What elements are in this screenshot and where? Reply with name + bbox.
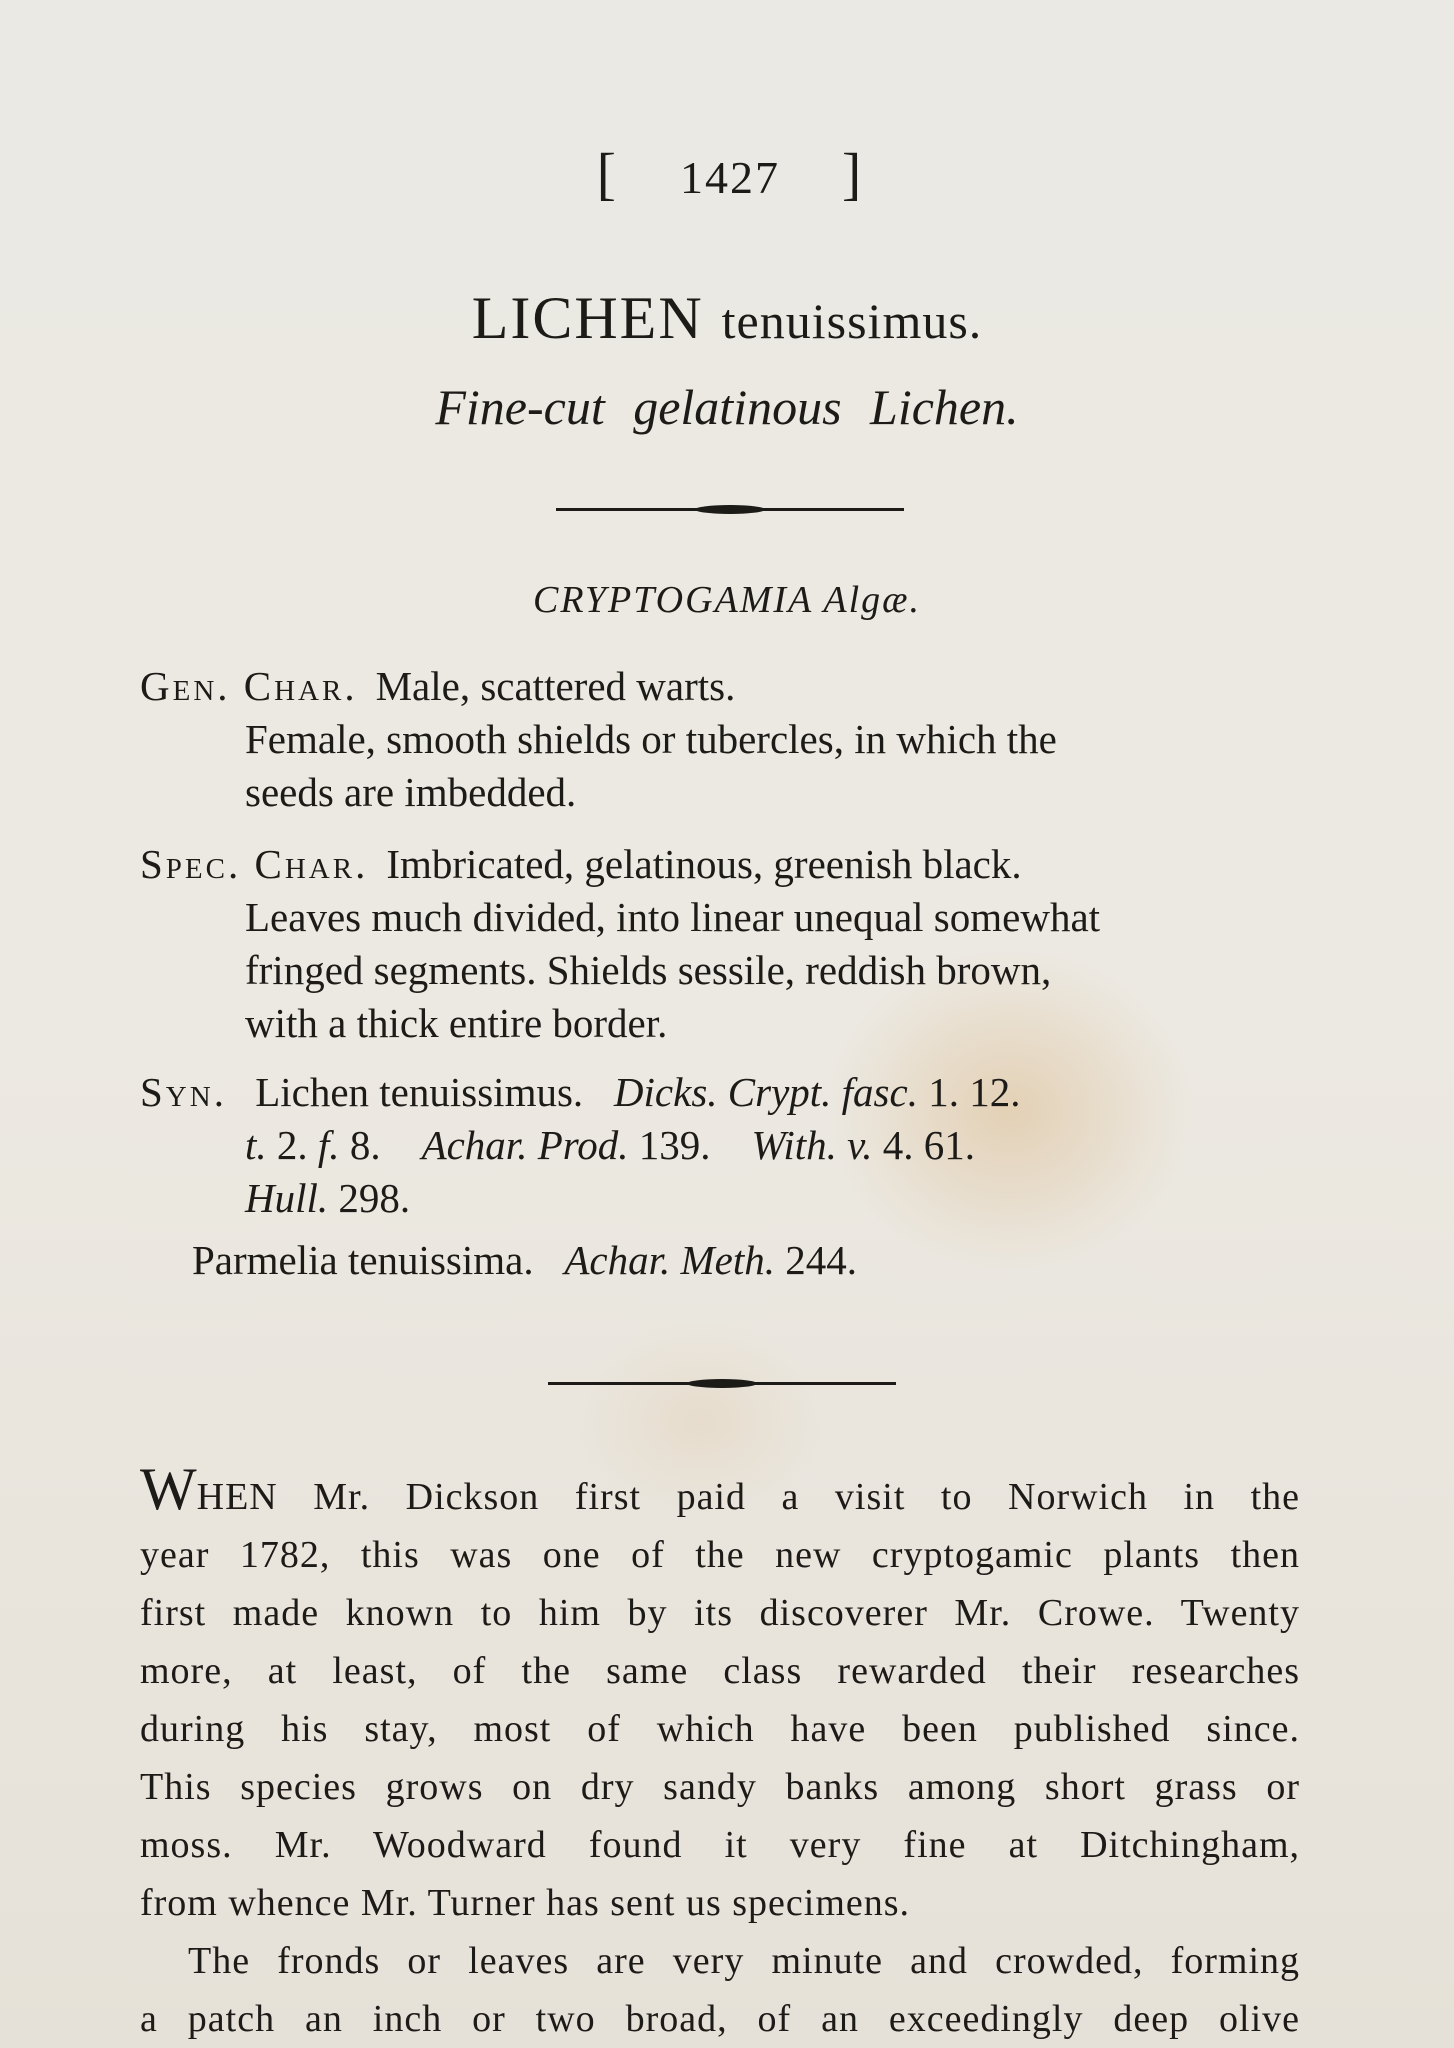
syn-ref-num: 1. 12. xyxy=(928,1069,1021,1115)
syn-ref-num: 8. xyxy=(349,1122,381,1168)
text-line: year 1782, this was one of the new cryptogamic plants then xyxy=(140,1534,1300,1576)
parmelia-ref-num: 244. xyxy=(785,1237,857,1283)
species-title xyxy=(0,284,1454,353)
text-line: from whence Mr. Turner has sent us specimens. xyxy=(140,1882,911,1924)
text-line xyxy=(140,1456,1300,1526)
syn-ref: Dicks. Crypt. fasc. xyxy=(613,1069,918,1115)
spec-char-label: Spec. Char. xyxy=(140,841,369,887)
syn-label: Syn. xyxy=(140,1069,227,1115)
syn-ref-num: 298. xyxy=(338,1175,411,1221)
spec-char-line: fringed segments. Shields sessile, reddish brown, xyxy=(245,947,1052,993)
text-line-content: HEN Mr. Dickson first paid a visit to Norwich in the xyxy=(196,1476,1300,1518)
text-line: more, at least, of the same class rewarded their researches xyxy=(140,1650,1300,1692)
genus-name: LICHEN xyxy=(471,285,704,351)
syn-ref: Achar. Prod. xyxy=(421,1122,629,1168)
parmelia-ref: Achar. Meth. xyxy=(564,1237,775,1283)
bracket-close: ] xyxy=(842,141,864,206)
text-line: during his stay, most of which have been published since. xyxy=(140,1708,1300,1750)
text-line: This species grows on dry sandy banks among short grass or xyxy=(140,1766,1300,1808)
syn-name: Lichen tenuissimus. xyxy=(255,1069,584,1115)
syn-ref: Hull. xyxy=(245,1175,329,1221)
syn-ref: t. xyxy=(245,1122,267,1168)
synonyms xyxy=(140,1066,1310,1225)
page-number xyxy=(580,140,880,207)
syn-ref: With. v. xyxy=(751,1122,873,1168)
specific-character xyxy=(140,838,1310,1050)
text-line: moss. Mr. Woodward found it very fine at Ditchingham, xyxy=(140,1824,1300,1866)
gen-char-label: Gen. Char. xyxy=(140,663,358,709)
ornamental-rule-bottom xyxy=(548,1382,896,1385)
ornamental-rule-top xyxy=(556,508,904,511)
gen-char-line: seeds are imbedded. xyxy=(245,769,577,815)
synonym-parmelia xyxy=(192,1234,1292,1287)
generic-character xyxy=(140,660,1310,819)
spec-char-line: Leaves much divided, into linear unequal somewhat xyxy=(245,894,1101,940)
paragraph-1 xyxy=(140,1456,1300,1932)
gen-char-line: Female, smooth shields or tubercles, in which the xyxy=(245,716,1057,762)
description-body xyxy=(140,1456,1300,2048)
spec-char-line: with a thick entire border. xyxy=(245,1000,668,1046)
parmelia-name: Parmelia tenuissima. xyxy=(192,1237,534,1283)
text-line: first made known to him by its discoverer Mr. Crowe. Twenty xyxy=(140,1592,1300,1634)
page-number-value: 1427 xyxy=(680,152,780,203)
syn-ref-num: 139. xyxy=(638,1122,711,1168)
species-name: tenuissimus. xyxy=(721,293,983,349)
paragraph-2 xyxy=(140,1932,1300,2048)
gen-char-line: Male, scattered warts. xyxy=(375,663,736,709)
text-line: a patch an inch or two broad, of an exceedingly deep olive xyxy=(140,1998,1300,2040)
syn-ref-num: 4. 61. xyxy=(882,1122,976,1168)
drop-cap: W xyxy=(140,1456,197,1522)
syn-line-2 xyxy=(140,1119,1310,1172)
syn-line-3 xyxy=(140,1172,1310,1225)
syn-ref-num: 2. xyxy=(276,1122,308,1168)
spec-char-line: Imbricated, gelatinous, greenish black. xyxy=(386,841,1022,887)
text-line: The fronds or leaves are very minute and crowded, forming xyxy=(188,1940,1300,1982)
common-name: Fine-cut gelatinous Lichen. xyxy=(435,379,1019,435)
syn-ref: f. xyxy=(317,1122,340,1168)
classification: CRYPTOGAMIA Algæ. xyxy=(532,579,922,621)
bracket-open: [ xyxy=(596,141,618,206)
